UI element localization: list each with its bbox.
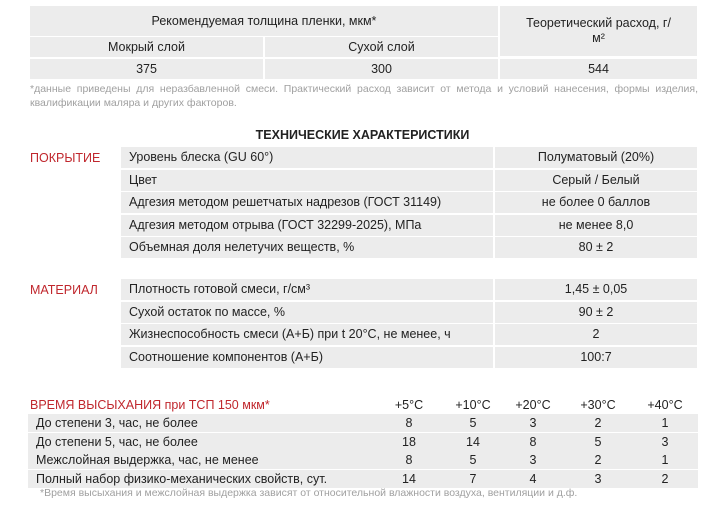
spec-label: Жизнеспособность смеси (А+Б) при t 20°С, не менее, ч: [121, 324, 493, 345]
drying-row: [28, 433, 698, 451]
spec-label: Объемная доля нелетучих веществ, %: [121, 237, 493, 258]
drying-row-label: До степени 5, час, не более: [36, 434, 198, 449]
drying-row-value: 4: [529, 471, 537, 486]
drying-row-value: 2: [661, 471, 669, 486]
drying-row: [28, 470, 698, 488]
thickness-dry-value-text: 300: [371, 61, 392, 76]
spec-value: не менее 8,0: [495, 215, 697, 236]
section-material-label: МАТЕРИАЛ: [30, 283, 98, 297]
spec-label: Адгезия методом решетчатых надрезов (ГОСТ 31149): [121, 192, 493, 213]
spec-label: Цвет: [121, 170, 493, 191]
thickness-consumption-value-text: 544: [588, 61, 609, 76]
drying-row-value: 8: [405, 453, 413, 467]
spec-label: Сухой остаток по массе, %: [121, 302, 493, 323]
section-coating-label: ПОКРЫТИЕ: [30, 151, 101, 165]
drying-row-label: Межслойная выдержка, час, не менее: [36, 453, 259, 467]
spec-label: Адгезия методом отрыва (ГОСТ 32299-2025), МПа: [121, 215, 493, 236]
thickness-header-recommended-text: Рекомендуемая толщина пленки, мкм*: [151, 13, 377, 28]
drying-row-value: 2: [594, 416, 602, 430]
spec-value: 90 ± 2: [495, 302, 697, 323]
spec-value: Серый / Белый: [495, 170, 697, 191]
drying-row-label: До степени 3, час, не более: [36, 416, 198, 430]
drying-temp-header: +5°С: [394, 398, 424, 412]
drying-row-value: 2: [594, 453, 602, 467]
drying-row: [28, 414, 698, 432]
drying-row-value: 5: [594, 434, 602, 449]
drying-temp-header: +40°С: [647, 398, 683, 412]
drying-row-value: 5: [469, 453, 477, 467]
thickness-wet-value-text: 375: [136, 61, 157, 76]
drying-temp-header: +20°С: [515, 398, 551, 412]
drying-row-value: 8: [529, 434, 537, 449]
drying-row-value: 3: [594, 471, 602, 486]
thickness-dry-label: [265, 37, 498, 57]
drying-row-value: 7: [469, 471, 477, 486]
drying-row-value: 1: [661, 416, 669, 430]
spec-value: 2: [495, 324, 697, 345]
drying-row-value: 3: [529, 453, 537, 467]
drying-row-label: Полный набор физико-механических свойств, сут.: [36, 471, 328, 486]
drying-row-value: 8: [405, 416, 413, 430]
specs-title: ТЕХНИЧЕСКИЕ ХАРАКТЕРИСТИКИ: [255, 128, 470, 142]
drying-row-value: 3: [529, 416, 537, 430]
drying-footnote: *Время высыхания и межслойная выдержка зависят от относительной влажности воздуха, вентиляции и д.ф.: [40, 487, 578, 499]
thickness-header-consumption-text: Теоретический расход, г/м²: [526, 16, 671, 45]
thickness-wet-value: [30, 59, 263, 79]
thickness-consumption-value: [500, 59, 697, 79]
thickness-wet-label: [30, 37, 263, 57]
spec-label: Соотношение компонентов (А+Б): [121, 347, 493, 368]
thickness-header-recommended: [30, 6, 498, 36]
drying-temp-header: +30°С: [580, 398, 616, 412]
drying-row-value: 5: [469, 416, 477, 430]
spec-label: Плотность готовой смеси, г/см³: [121, 279, 493, 300]
drying-row-value: 3: [661, 434, 669, 449]
drying-row-value: 14: [466, 434, 480, 449]
drying-row: [28, 451, 698, 469]
drying-row-value: 1: [661, 453, 669, 467]
spec-value: 80 ± 2: [495, 237, 697, 258]
spec-value: 1,45 ± 0,05: [495, 279, 697, 300]
thickness-header-consumption: [500, 6, 697, 56]
drying-title: ВРЕМЯ ВЫСЫХАНИЯ при ТСП 150 мкм*: [30, 398, 270, 412]
thickness-dry-value: [265, 59, 498, 79]
thickness-wet-label-text: Мокрый слой: [108, 39, 185, 54]
drying-temp-header: +10°С: [455, 398, 491, 412]
spec-value: 100:7: [495, 347, 697, 368]
drying-row-value: 14: [402, 471, 416, 486]
spec-value: Полуматовый (20%): [495, 147, 697, 168]
spec-label: Уровень блеска (GU 60°): [121, 147, 493, 168]
thickness-dry-label-text: Сухой слой: [348, 39, 415, 54]
thickness-footnote: *данные приведены для неразбавленной смеси. Практический расход зависит от метода и условий нанесения, формы изделия, квалификации маляра и других факторов.: [30, 83, 698, 109]
drying-row-value: 18: [402, 434, 416, 449]
spec-value: не более 0 баллов: [495, 192, 697, 213]
